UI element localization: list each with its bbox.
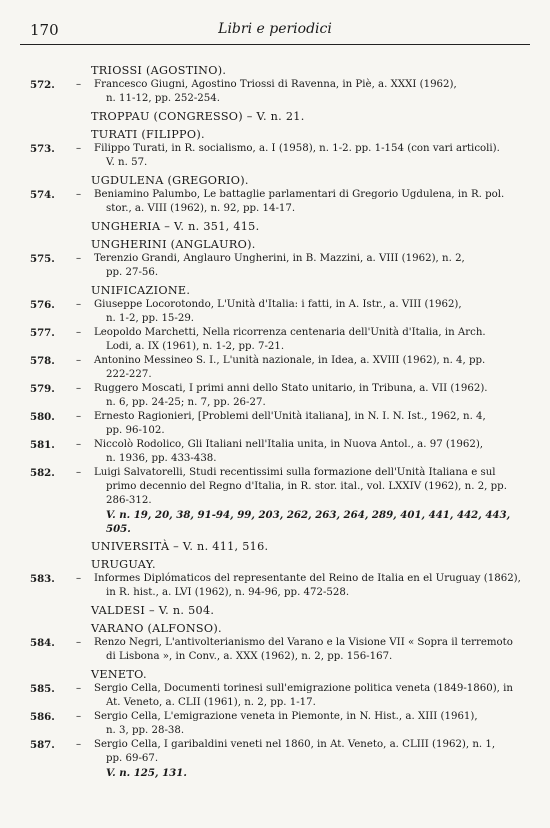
running-title: Libri e periodici <box>218 21 332 37</box>
bibliography-entry <box>24 410 528 438</box>
entry-text <box>94 710 528 738</box>
entry-number: 576. <box>30 299 55 311</box>
entry-dash: – <box>76 143 82 154</box>
bibliography-entry <box>24 438 528 466</box>
entry-number: 574. <box>30 189 55 201</box>
entry-continuation: in R. hist., a. LVI (1962), n. 94-96, pp. 472-528. <box>106 587 350 598</box>
subject-heading: URUGUAY. <box>91 558 156 571</box>
entry-line: Antonino Messineo S. I., L'unità nazionale, in Idea, a. XVIII (1962), n. 4, pp. <box>94 355 486 366</box>
entry-number: 579. <box>30 383 55 395</box>
entry-text <box>94 438 528 466</box>
entry-line: Terenzio Grandi, Anglauro Ungherini, in B. Mazzini, a. VIII (1962), n. 2, <box>94 253 465 264</box>
entry-text <box>94 326 528 354</box>
subject-heading: VALDESI – V. n. 504. <box>91 604 215 617</box>
entry-dash: – <box>76 189 82 200</box>
bibliography-entry <box>24 636 528 664</box>
entry-line: Niccolò Rodolico, Gli Italiani nell'Italia unita, in Nuova Antol., a. 97 (1962), <box>94 439 484 450</box>
entry-text <box>94 188 528 216</box>
entry-number: 587. <box>30 739 55 751</box>
subject-heading: UGDULENA (GREGORIO). <box>91 174 249 187</box>
entry-number: 581. <box>30 439 55 451</box>
bibliography-entry <box>24 354 528 382</box>
entry-text <box>94 354 528 382</box>
entry-line: Sergio Cella, L'emigrazione veneta in Piemonte, in N. Hist., a. XIII (1961), <box>94 711 478 722</box>
entry-continuation: pp. 96-102. <box>106 425 165 436</box>
entry-text <box>94 466 528 508</box>
entry-dash: – <box>76 573 82 584</box>
entry-dash: – <box>76 355 82 366</box>
bibliography-entry <box>24 188 528 216</box>
subject-heading: TRIOSSI (AGOSTINO). <box>91 64 227 77</box>
entry-number: 572. <box>30 79 55 91</box>
entry-dash: – <box>76 79 82 90</box>
entry-line: Ruggero Moscati, I primi anni dello Stato unitario, in Tribuna, a. VII (1962). <box>94 383 488 394</box>
entry-text <box>94 410 528 438</box>
entry-number: 580. <box>30 411 55 423</box>
entry-text <box>94 572 528 600</box>
entry-text <box>94 298 528 326</box>
entry-number: 573. <box>30 143 55 155</box>
bibliography-entry <box>24 78 528 106</box>
entry-continuation: At. Veneto, a. CLII (1961), n. 2, pp. 1-17. <box>106 697 316 708</box>
entry-text <box>94 78 528 106</box>
entry-line: Francesco Giugni, Agostino Triossi di Ravenna, in Piè, a. XXXI (1962), <box>94 79 457 90</box>
entry-number: 583. <box>30 573 55 585</box>
bibliography-entry <box>24 710 528 738</box>
subject-heading: UNGHERIA – V. n. 351, 415. <box>91 220 260 233</box>
entry-continuation: pp. 69-67. <box>106 753 159 764</box>
cross-reference: V. n. 125, 131. <box>106 767 187 779</box>
entry-continuation: V. n. 57. <box>106 157 148 168</box>
bibliography-entry <box>24 738 528 766</box>
entry-continuation: n. 1-2, pp. 15-29. <box>106 313 195 324</box>
subject-heading: UNGHERINI (ANGLAURO). <box>91 238 256 251</box>
entry-number: 575. <box>30 253 55 265</box>
entry-dash: – <box>76 683 82 694</box>
entry-continuation: n. 1936, pp. 433-438. <box>106 453 217 464</box>
entry-line: Beniamino Palumbo, Le battaglie parlamentari di Gregorio Ugdulena, in R. pol. <box>94 189 505 200</box>
entry-text <box>94 738 528 766</box>
bibliography-content <box>24 60 528 780</box>
entry-dash: – <box>76 327 82 338</box>
entry-dash: – <box>76 299 82 310</box>
entry-number: 582. <box>30 467 55 479</box>
entry-number: 584. <box>30 637 55 649</box>
cross-reference: V. n. 19, 20, 38, 91-94, 99, 203, 262, 263, 264, 289, 401, 441, 442, 443, 505. <box>106 509 511 535</box>
entry-number: 578. <box>30 355 55 367</box>
entry-text <box>94 682 528 710</box>
entry-dash: – <box>76 439 82 450</box>
entry-line: Luigi Salvatorelli, Studi recentissimi sulla formazione dell'Unità Italiana e sul <box>94 467 496 478</box>
entry-continuation: stor., a. VIII (1962), n. 92, pp. 14-17. <box>106 203 296 214</box>
bibliography-entry <box>24 382 528 410</box>
subject-heading: TURATI (FILIPPO). <box>91 128 205 141</box>
bibliography-entry <box>24 142 528 170</box>
bibliography-entry <box>24 298 528 326</box>
subject-heading: VENETO. <box>91 668 147 681</box>
subject-heading: TROPPAU (CONGRESSO) – V. n. 21. <box>91 110 305 123</box>
bibliography-entry <box>24 466 528 508</box>
subject-heading: UNIFICAZIONE. <box>91 284 191 297</box>
entry-text <box>94 636 528 664</box>
entry-dash: – <box>76 711 82 722</box>
bibliography-entry <box>24 326 528 354</box>
entry-text <box>94 252 528 280</box>
entry-continuation: n. 3, pp. 28-38. <box>106 725 185 736</box>
subject-heading: UNIVERSITÀ – V. n. 411, 516. <box>91 540 269 553</box>
entry-continuation: 222-227. <box>106 369 152 380</box>
entry-continuation: n. 11-12, pp. 252-254. <box>106 93 220 104</box>
entry-line: Giuseppe Locorotondo, L'Unità d'Italia: i fatti, in A. Istr., a. VIII (1962), <box>94 299 462 310</box>
entry-line: Ernesto Ragionieri, [Problemi dell'Unità italiana], in N. I. N. Ist., 1962, n. 4, <box>94 411 486 422</box>
page-header <box>20 18 530 45</box>
entry-dash: – <box>76 467 82 478</box>
bibliography-entry <box>24 252 528 280</box>
entry-text <box>94 382 528 410</box>
entry-continuation: di Lisbona », in Conv., a. XXX (1962), n. 2, pp. 156-167. <box>106 651 393 662</box>
entry-number: 577. <box>30 327 55 339</box>
entry-number: 585. <box>30 683 55 695</box>
entry-dash: – <box>76 739 82 750</box>
entry-continuation: primo decennio del Regno d'Italia, in R. stor. ital., vol. LXXIV (1962), n. 2, pp. 286-312. <box>106 481 507 506</box>
entry-dash: – <box>76 383 82 394</box>
entry-line: Informes Diplómaticos del representante del Reino de Italia en el Uruguay (1862), <box>94 573 521 584</box>
entry-dash: – <box>76 411 82 422</box>
entry-number: 586. <box>30 711 55 723</box>
entry-continuation: Lodi, a. IX (1961), n. 1-2, pp. 7-21. <box>106 341 285 352</box>
entry-dash: – <box>76 253 82 264</box>
entry-line: Renzo Negri, L'antivolterianismo del Varano e la Visione VII « Sopra il terremoto <box>94 637 513 648</box>
page-number: 170 <box>30 21 59 39</box>
bibliography-entry <box>24 682 528 710</box>
entry-text <box>94 142 528 170</box>
entry-line: Sergio Cella, I garibaldini veneti nel 1860, in At. Veneto, a. CLIII (1962), n. 1, <box>94 739 496 750</box>
entry-line: Leopoldo Marchetti, Nella ricorrenza centenaria dell'Unità d'Italia, in Arch. <box>94 327 486 338</box>
entry-continuation: pp. 27-56. <box>106 267 159 278</box>
subject-heading: VARANO (ALFONSO). <box>91 622 222 635</box>
bibliography-entry <box>24 572 528 600</box>
entry-line: Sergio Cella, Documenti torinesi sull'emigrazione politica veneta (1849-1860), in <box>94 683 513 694</box>
entry-line: Filippo Turati, in R. socialismo, a. I (1958), n. 1-2. pp. 1-154 (con vari articoli). <box>94 143 500 154</box>
entry-continuation: n. 6, pp. 24-25; n. 7, pp. 26-27. <box>106 397 266 408</box>
entry-dash: – <box>76 637 82 648</box>
